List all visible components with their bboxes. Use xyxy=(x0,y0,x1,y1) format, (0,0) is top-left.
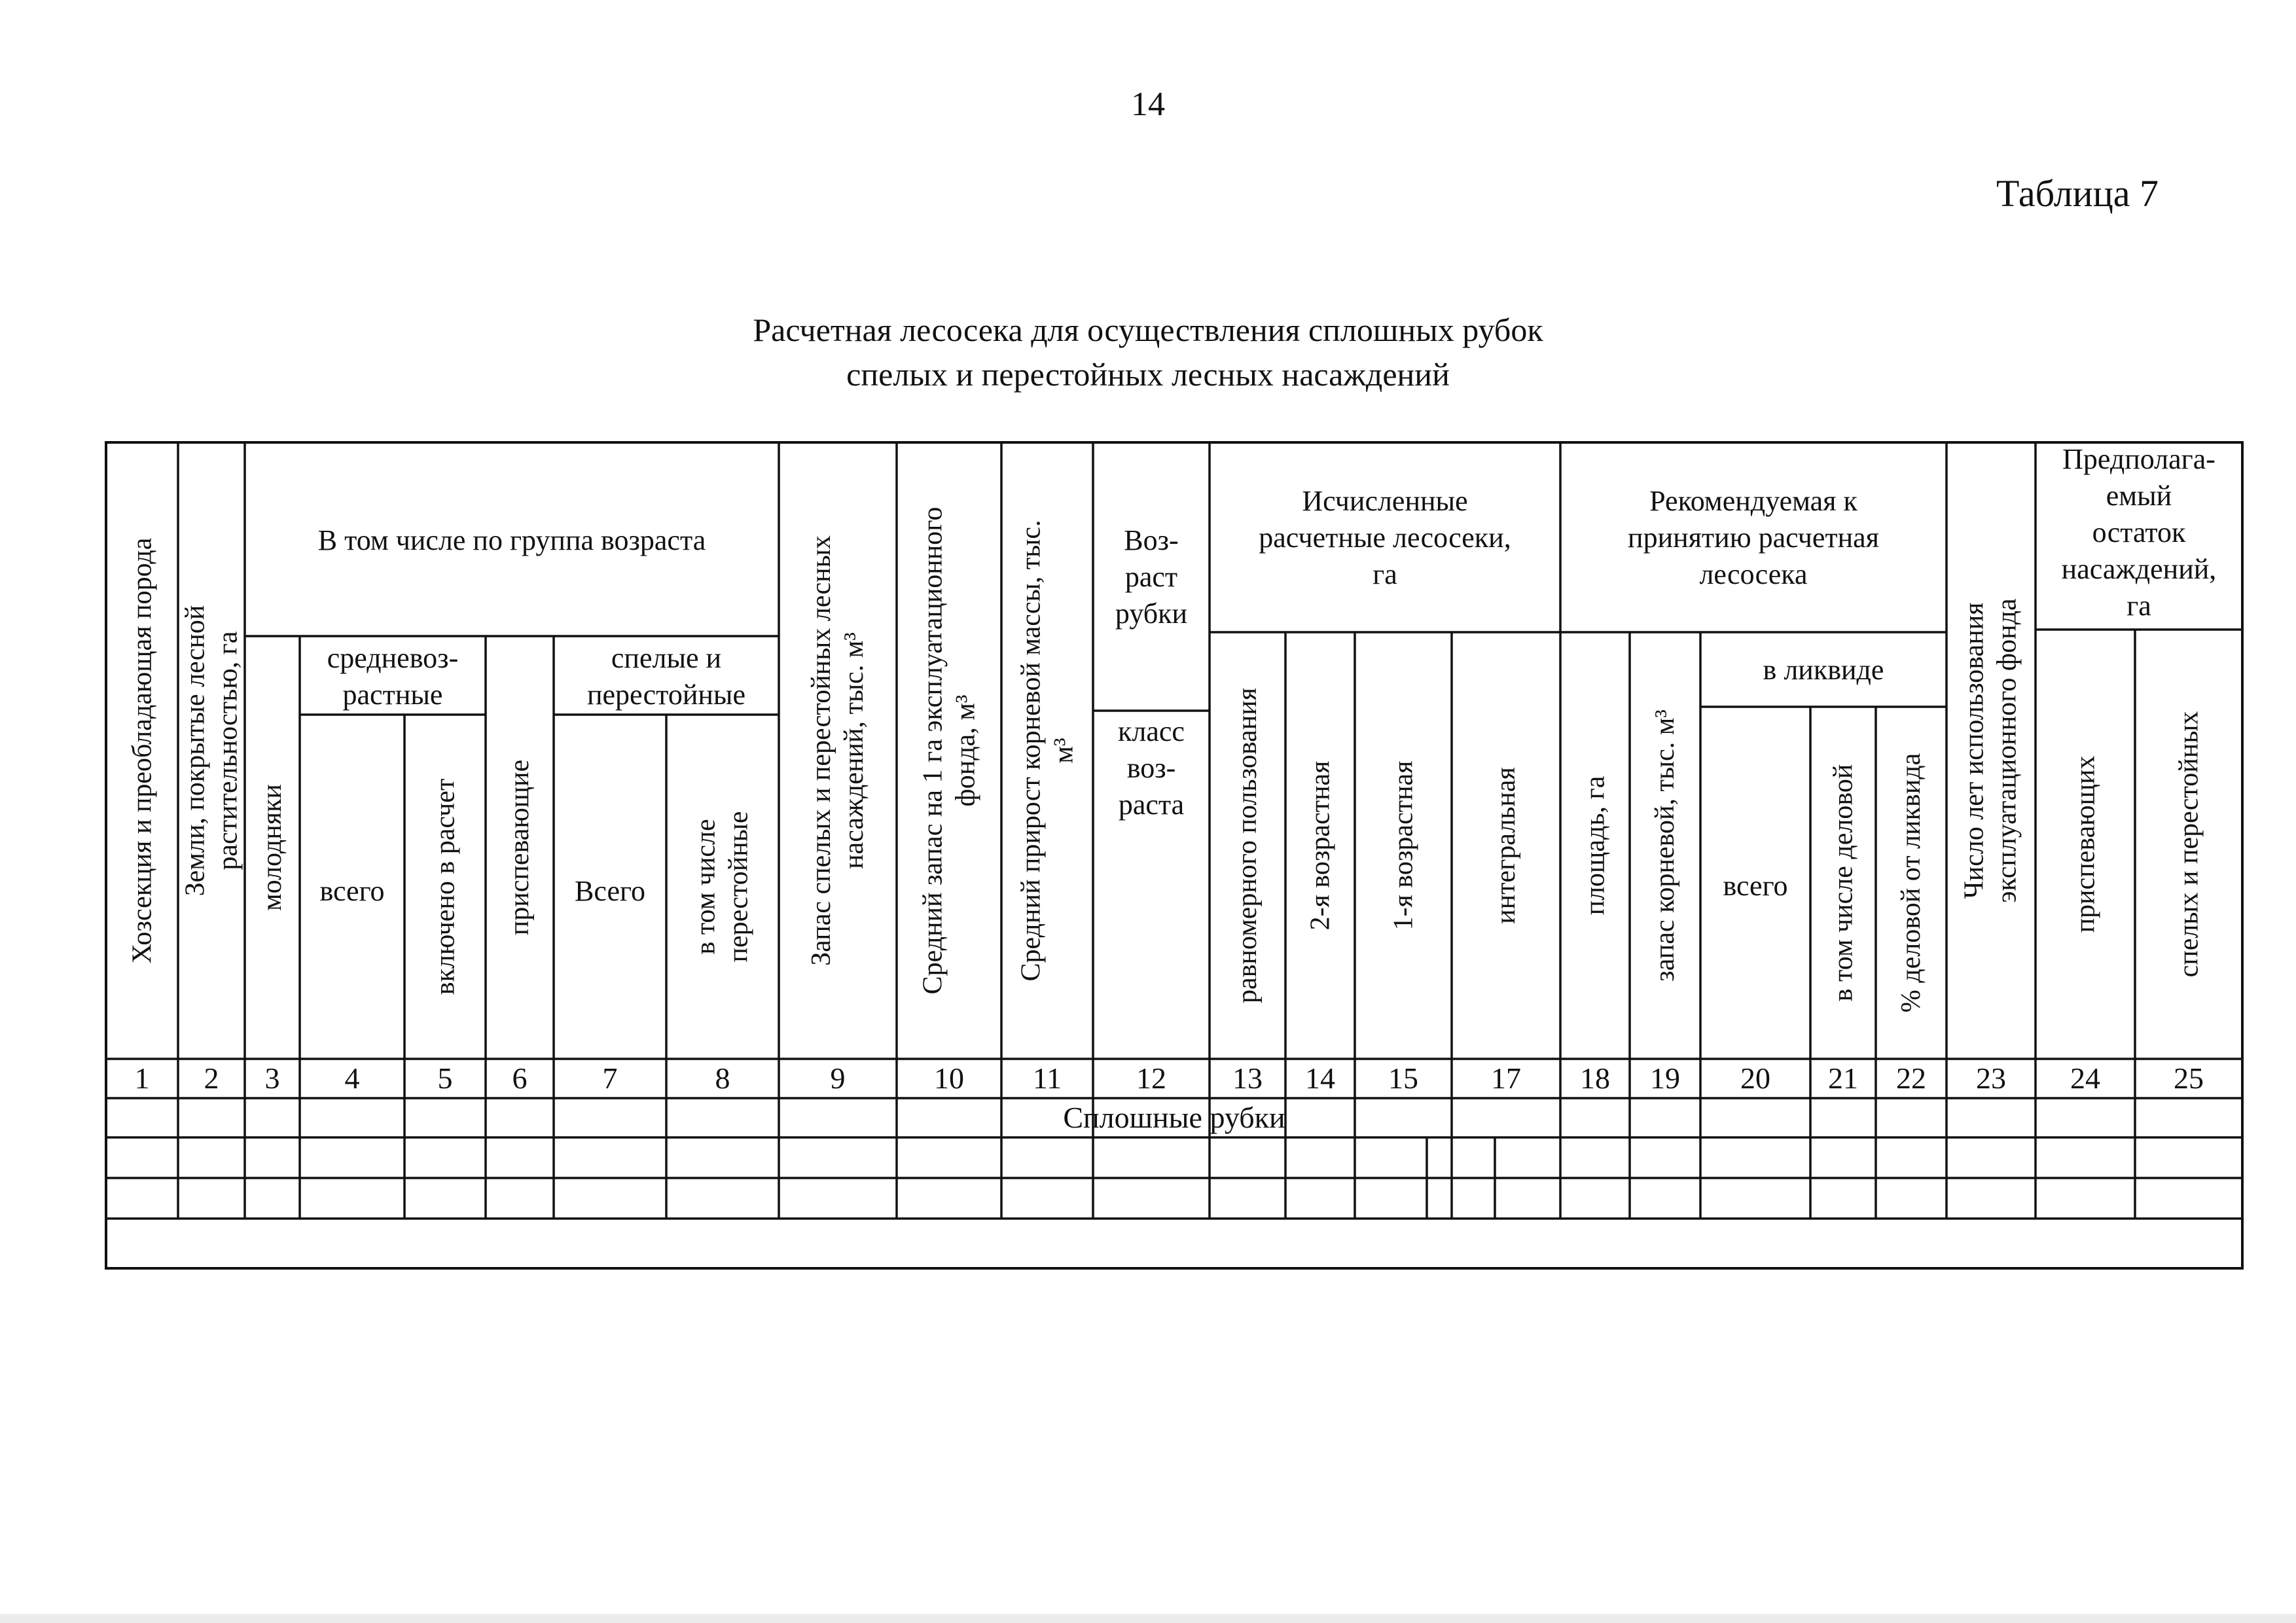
header-stock-line1: Запас спелых и перестойных лесных xyxy=(806,535,836,966)
header-incl-overmature-text xyxy=(690,811,755,962)
header-avg-stock-text xyxy=(916,507,982,995)
header-young-text: молодняки xyxy=(257,784,288,911)
header-age-class-line3: раста xyxy=(1118,789,1185,821)
header-incl-business xyxy=(1810,707,1876,1059)
header-included-text: включено в расчет xyxy=(430,778,461,995)
section-label: Сплошные рубки xyxy=(1063,1101,1285,1134)
scan-bottom-edge xyxy=(0,1614,2296,1623)
header-mature xyxy=(554,640,779,713)
table-title-line-1: Расчетная лесосека для осуществления сплошных рубок xyxy=(753,312,1543,348)
header-years-line1: Число лет использования xyxy=(1960,602,1990,899)
col-number-13: 13 xyxy=(1232,1061,1263,1095)
header-incl-overmature-line2: перестойные xyxy=(724,811,754,963)
header-avg-growth xyxy=(1001,442,1093,1059)
col-number-8: 8 xyxy=(715,1061,730,1095)
header-total-mid: всего xyxy=(319,875,385,907)
header-first-age-text: 1-я возрастная xyxy=(1388,760,1419,931)
col-number-4: 4 xyxy=(344,1061,360,1095)
header-age-class-line1: класс xyxy=(1118,715,1185,747)
header-business-pct xyxy=(1876,707,1946,1059)
col-number-10: 10 xyxy=(934,1061,964,1095)
col-number-23: 23 xyxy=(1976,1061,2006,1095)
col-number-21: 21 xyxy=(1828,1061,1858,1095)
header-col1-text: Хозсекция и преобладающая порода xyxy=(127,537,158,964)
header-remaining-line4: насаждений, xyxy=(2061,553,2217,585)
header-cut-age-line1: Воз- xyxy=(1124,524,1179,556)
col-number-22: 22 xyxy=(1896,1061,1926,1095)
header-total-liquid: всего xyxy=(1723,870,1788,902)
header-years-text xyxy=(1958,598,2024,902)
table-title-line-2: спелых и перестойных лесных насаждений xyxy=(846,356,1450,393)
header-calculated-line2: расчетные лесосеки, xyxy=(1259,522,1511,554)
header-included xyxy=(404,715,486,1059)
header-total-mature: Всего xyxy=(575,875,645,907)
col-number-5: 5 xyxy=(437,1061,453,1095)
header-young xyxy=(245,636,300,1059)
header-uniform-text: равномерного пользования xyxy=(1232,687,1263,1004)
header-col2-line2: растительностью, га xyxy=(213,631,243,870)
header-rem-maturing xyxy=(2036,630,2135,1059)
header-remaining xyxy=(2036,441,2242,624)
col-number-20: 20 xyxy=(1740,1061,1770,1095)
col-number-15: 15 xyxy=(1388,1061,1418,1095)
header-rem-maturing-text: приспевающих xyxy=(2070,755,2101,933)
header-calculated xyxy=(1210,483,1560,593)
header-middle-aged xyxy=(300,640,486,713)
col-number-17: 17 xyxy=(1491,1061,1521,1095)
header-stock-text xyxy=(805,535,870,966)
header-incl-business-text: в том числе деловой xyxy=(1828,764,1858,1002)
header-avg-stock xyxy=(897,442,1001,1059)
header-stock xyxy=(779,442,897,1059)
header-calculated-line1: Исчисленные xyxy=(1302,485,1468,517)
col-number-12: 12 xyxy=(1136,1061,1166,1095)
header-first-age xyxy=(1355,632,1452,1059)
header-incl-overmature-line1: в том числе xyxy=(691,819,721,955)
header-cut-age-line3: рубки xyxy=(1115,597,1188,630)
header-recommended-line1: Рекомендуемая к xyxy=(1649,485,1857,517)
header-integral xyxy=(1452,632,1560,1059)
col-number-19: 19 xyxy=(1650,1061,1680,1095)
header-cut-age xyxy=(1093,522,1210,632)
header-age-groups: В том числе по группа возраста xyxy=(317,524,706,556)
col-number-11: 11 xyxy=(1032,1061,1062,1095)
header-incl-overmature xyxy=(666,715,779,1059)
header-middle-aged-line1: средневоз- xyxy=(327,642,459,674)
header-calculated-line3: га xyxy=(1372,558,1397,590)
header-avg-stock-line1: Средний запас на 1 га эксплуатационного xyxy=(918,507,948,995)
header-second-age-text: 2-я возрастная xyxy=(1305,760,1336,931)
header-root-stock xyxy=(1630,632,1700,1059)
header-years xyxy=(1946,442,2036,1059)
header-cut-age-line2: раст xyxy=(1124,561,1178,593)
header-col1 xyxy=(106,442,178,1059)
header-middle-aged-line2: растные xyxy=(342,679,443,711)
header-col2-line1: Земли, покрытые лесной xyxy=(180,605,211,897)
col-number-18: 18 xyxy=(1580,1061,1610,1095)
col-number-24: 24 xyxy=(2070,1061,2100,1095)
header-recommended xyxy=(1560,483,1946,593)
header-remaining-line5: га xyxy=(2126,590,2151,622)
header-avg-growth-line2: м³ xyxy=(1049,738,1079,764)
header-rem-mature xyxy=(2135,630,2242,1059)
col-number-9: 9 xyxy=(830,1061,846,1095)
header-avg-growth-line1: Средний прирост корневой массы, тыс. xyxy=(1016,520,1046,982)
header-business-pct-text: % деловой от ликвида xyxy=(1896,753,1926,1013)
header-liquid: в ликвиде xyxy=(1763,654,1884,686)
col-number-6: 6 xyxy=(512,1061,528,1095)
header-age-class xyxy=(1093,713,1210,823)
header-remaining-line3: остаток xyxy=(2092,516,2186,548)
page-number: 14 xyxy=(1131,86,1165,123)
header-uniform xyxy=(1210,632,1285,1059)
header-age-class-line2: воз- xyxy=(1126,752,1176,784)
header-avg-growth-text xyxy=(1014,520,1080,982)
header-root-stock-text: запас корневой, тыс. м³ xyxy=(1650,709,1681,982)
header-stock-line2: насаждений, тыс. м³ xyxy=(839,632,869,869)
col-number-2: 2 xyxy=(204,1061,219,1095)
header-recommended-line3: лесосека xyxy=(1699,558,1808,590)
header-remaining-line1: Предполага- xyxy=(2062,443,2215,475)
header-rem-mature-text: спелых и перестойных xyxy=(2174,711,2204,978)
col-number-14: 14 xyxy=(1305,1061,1335,1095)
col-number-1: 1 xyxy=(134,1061,150,1095)
header-area xyxy=(1560,632,1630,1059)
header-second-age xyxy=(1285,632,1355,1059)
col-number-25: 25 xyxy=(2174,1061,2204,1095)
header-maturing xyxy=(486,636,554,1059)
table-label: Таблица 7 xyxy=(1996,172,2159,215)
header-recommended-line2: принятию расчетная xyxy=(1628,522,1879,554)
header-col2-text xyxy=(179,605,244,897)
header-integral-text: интегральная xyxy=(1491,767,1521,924)
header-remaining-line2: емый xyxy=(2106,480,2172,512)
header-mature-line2: перестойные xyxy=(586,679,746,711)
col-number-7: 7 xyxy=(602,1061,618,1095)
header-mature-line1: спелые и xyxy=(611,642,722,674)
col-number-3: 3 xyxy=(264,1061,280,1095)
header-col2 xyxy=(178,442,245,1059)
header-years-line2: эксплуатационного фонда xyxy=(1992,598,2023,903)
header-maturing-text: приспевающие xyxy=(505,759,535,936)
header-avg-stock-line2: фонда, м³ xyxy=(950,694,981,807)
header-area-text: площадь, га xyxy=(1580,776,1610,916)
